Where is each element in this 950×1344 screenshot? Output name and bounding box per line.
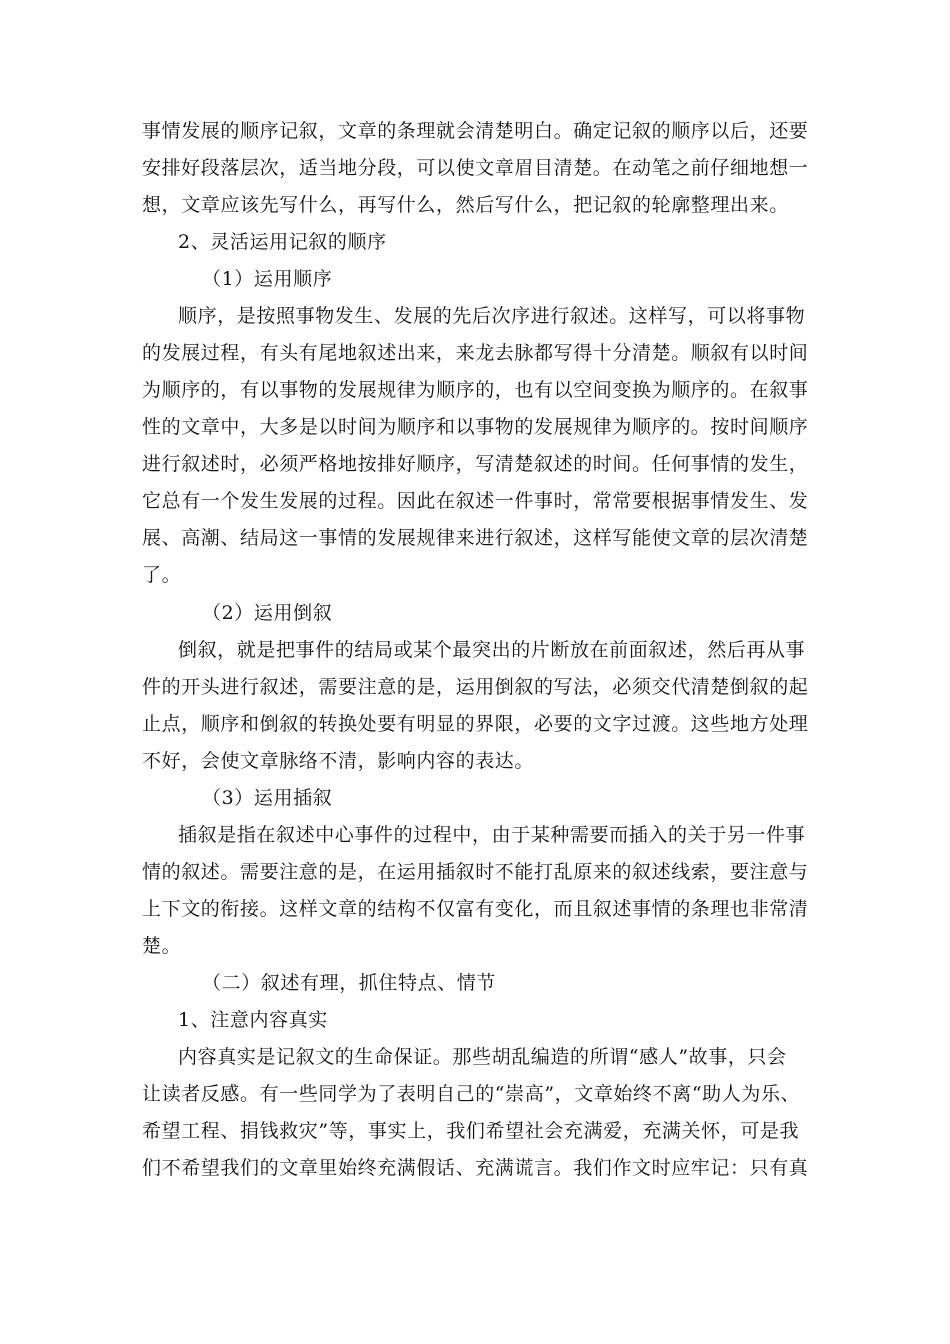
text-line: 想，文章应该先写什么，再写什么，然后写什么，把记叙的轮廓整理出来。: [142, 194, 789, 216]
paragraph-first-line: 内容真实是记叙文的生命保证。那些胡乱编造的所谓“感人”故事，只会: [178, 1046, 787, 1068]
text-line: 性的文章中，大多是以时间为顺序和以事物的发展规律为顺序的。按时间顺序: [142, 416, 809, 438]
text-line: 它总有一个发生发展的过程。因此在叙述一件事时，常常要根据事情发生、发: [142, 490, 809, 512]
text-line: 们不希望我们的文章里始终充满假话、充满谎言。我们作文时应牢记：只有真: [142, 1157, 809, 1179]
text-line: 不好，会使文章脉络不清，影响内容的表达。: [142, 750, 535, 772]
text-line: 进行叙述时，必须严格地按排好顺序，写清楚叙述的时间。任何事情的发生，: [142, 453, 809, 475]
text-line: 楚。: [142, 935, 182, 957]
subsection-heading: （3）运用插叙: [202, 787, 333, 809]
section-heading: 1、注意内容真实: [178, 1009, 328, 1031]
text-line: 上下文的衔接。这样文章的结构不仅富有变化，而且叙述事情的条理也非常清: [142, 898, 809, 920]
paragraph-first-line: 插叙是指在叙述中心事件的过程中，由于某种需要而插入的关于另一件事: [178, 824, 806, 846]
text-line: 情的叙述。需要注意的是，在运用插叙时不能打乱原来的叙述线索，要注意与: [142, 861, 809, 883]
text-line: 事情发展的顺序记叙，文章的条理就会清楚明白。确定记叙的顺序以后，还要: [142, 120, 809, 142]
section-heading: （二）叙述有理，抓住特点、情节: [202, 972, 497, 994]
text-line: 止点，顺序和倒叙的转换处要有明显的界限，必要的文字过渡。这些地方处理: [142, 713, 809, 735]
text-line: 了。: [142, 564, 182, 586]
text-line: 让读者反感。有一些同学为了表明自己的“崇高”，文章始终不离“助人为乐、: [142, 1083, 801, 1105]
text-line: 希望工程、捐钱救灾”等，事实上，我们希望社会充满爱，充满关怀，可是我: [142, 1120, 800, 1142]
text-line: 为顺序的，有以事物的发展规律为顺序的，也有以空间变换为顺序的。在叙事: [142, 379, 809, 401]
paragraph-first-line: 倒叙，就是把事件的结局或某个最突出的片断放在前面叙述，然后再从事: [178, 639, 806, 661]
paragraph-first-line: 顺序，是按照事物发生、发展的先后次序进行叙述。这样写，可以将事物: [178, 305, 806, 327]
section-heading: 2、灵活运用记叙的顺序: [178, 231, 387, 253]
subsection-heading: （2）运用倒叙: [202, 602, 333, 624]
text-line: 安排好段落层次，适当地分段，可以使文章眉目清楚。在动笔之前仔细地想一: [142, 157, 809, 179]
text-line: 展、高潮、结局这一事情的发展规律来进行叙述，这样写能使文章的层次清楚: [142, 527, 809, 549]
text-line: 的发展过程，有头有尾地叙述出来，来龙去脉都写得十分清楚。顺叙有以时间: [142, 342, 809, 364]
subsection-heading: （1）运用顺序: [202, 268, 333, 290]
text-line: 件的开头进行叙述，需要注意的是，运用倒叙的写法，必须交代清楚倒叙的起: [142, 676, 809, 698]
